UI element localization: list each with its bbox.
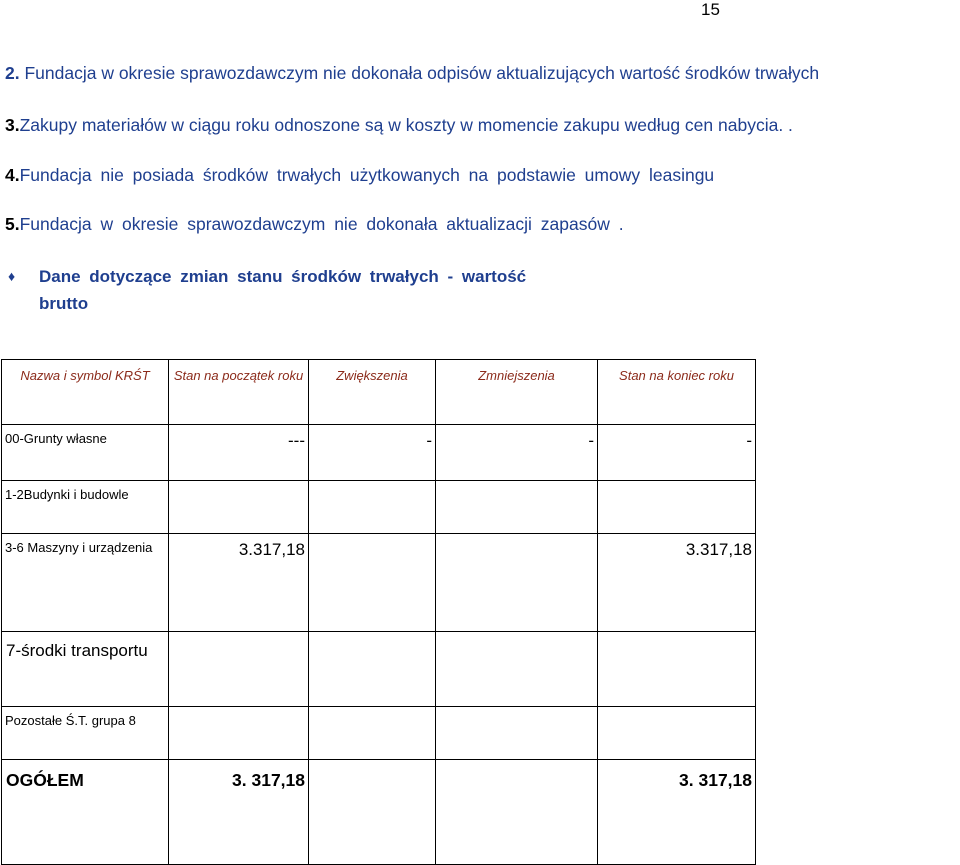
table-cell: --- (169, 425, 309, 481)
row-label: 7-środki transportu (2, 632, 169, 707)
row-label: 3-6 Maszyny i urządzenia (2, 534, 169, 632)
item-number: 5. (5, 214, 20, 234)
diamond-bullet-icon: ♦ (8, 268, 16, 284)
table-row (2, 481, 756, 534)
table-cell: - (309, 425, 436, 481)
table-cell (436, 707, 598, 760)
paragraph-text: Fundacja nie posiada środków trwałych użytkowanych na podstawie umowy leasingu (19, 165, 715, 185)
table-cell (309, 534, 436, 632)
table-cell (169, 707, 309, 760)
paragraph-5 (5, 214, 624, 235)
column-header: Stan na początek roku (169, 360, 309, 425)
item-number: 4. (5, 165, 20, 185)
table-cell (436, 481, 598, 534)
table-cell (309, 481, 436, 534)
table-cell: - (598, 425, 756, 481)
table-total-row (2, 760, 756, 865)
row-label: 1-2Budynki i budowle (2, 481, 169, 534)
item-number: 3. (5, 115, 20, 135)
column-header: Zmniejszenia (436, 360, 598, 425)
table-cell (309, 707, 436, 760)
total-cell (436, 760, 598, 865)
row-label: Pozostałe Ś.T. grupa 8 (2, 707, 169, 760)
table-cell: 3.317,18 (169, 534, 309, 632)
table-cell (598, 707, 756, 760)
total-cell: 3. 317,18 (169, 760, 309, 865)
table-cell (598, 481, 756, 534)
table-cell (169, 481, 309, 534)
table-cell (598, 632, 756, 707)
table-header-row (2, 360, 756, 425)
row-label: 00-Grunty własne (2, 425, 169, 481)
table-row (2, 534, 756, 632)
total-cell: 3. 317,18 (598, 760, 756, 865)
column-header: Zwiększenia (309, 360, 436, 425)
paragraph-text: Zakupy materiałów w ciągu roku odnoszone są w koszty w momencie zakupu według cen nabycia. . (19, 115, 793, 135)
paragraph-2 (5, 63, 819, 84)
page-number: 15 (701, 0, 720, 19)
table-row (2, 632, 756, 707)
column-header: Stan na koniec roku (598, 360, 756, 425)
table-row (2, 425, 756, 481)
paragraph-4 (5, 165, 714, 186)
table-cell (436, 534, 598, 632)
section-heading: Dane dotyczące zmian stanu środków trwałych - wartość brutto (39, 267, 527, 313)
table-row (2, 707, 756, 760)
table-cell: - (436, 425, 598, 481)
column-header: Nazwa i symbol KRŚT (2, 360, 169, 425)
fixed-assets-table (1, 359, 756, 865)
item-number: 2. (5, 63, 20, 83)
table-cell: 3.317,18 (598, 534, 756, 632)
table-cell (169, 632, 309, 707)
table-cell (309, 632, 436, 707)
paragraph-3 (5, 115, 793, 136)
paragraph-text: Fundacja w okresie sprawozdawczym nie dokonała odpisów aktualizujących wartość środków trwałych (19, 63, 820, 83)
table-cell (436, 632, 598, 707)
paragraph-text: Fundacja w okresie sprawozdawczym nie dokonała aktualizacji zapasów . (19, 214, 624, 234)
total-cell (309, 760, 436, 865)
total-label: OGÓŁEM (2, 760, 169, 865)
